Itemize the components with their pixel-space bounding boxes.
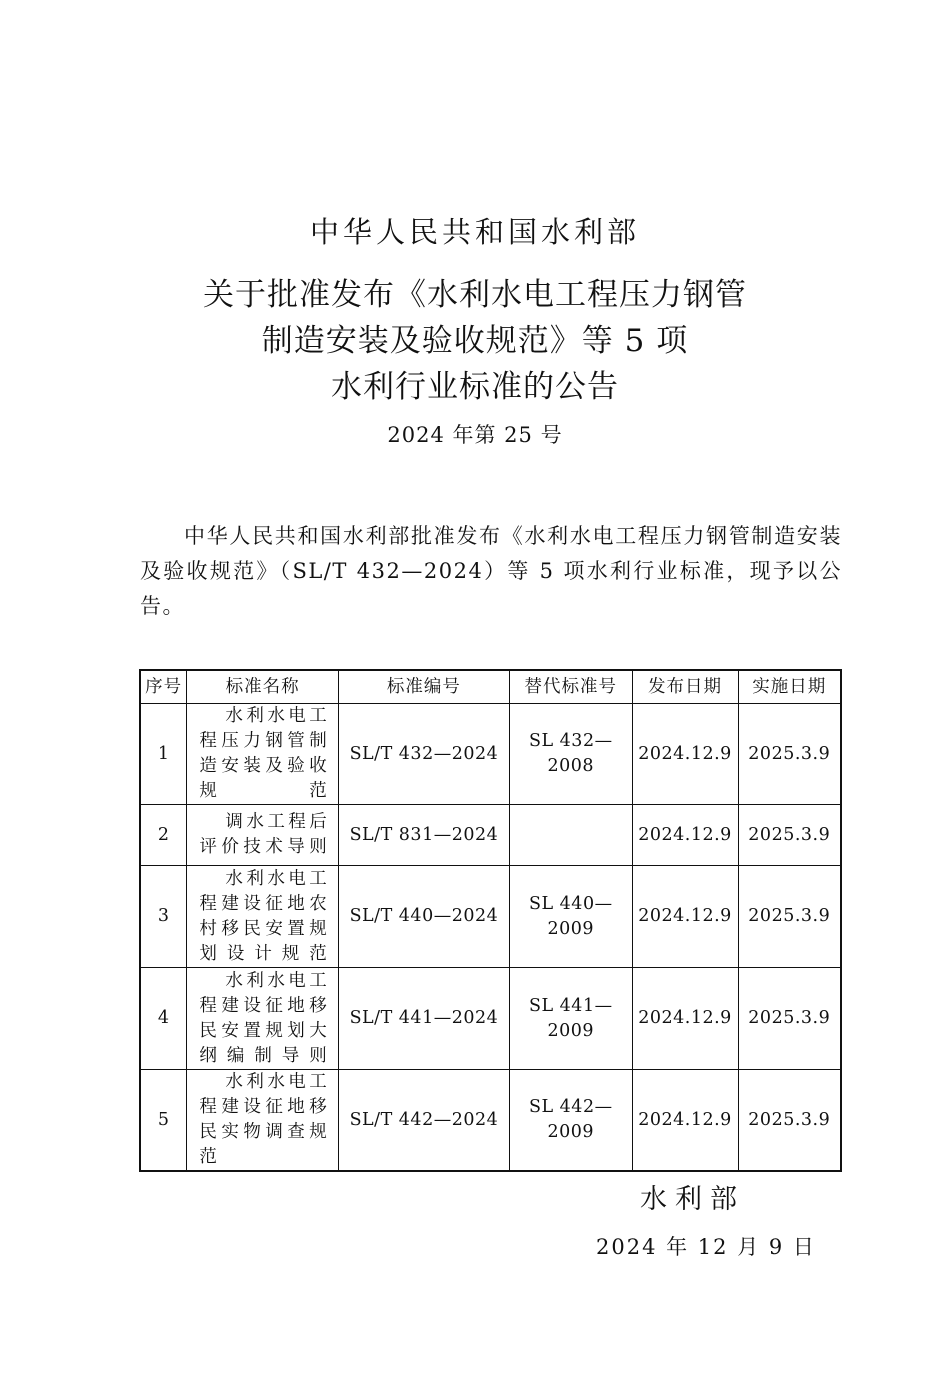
- header-seq: 序号: [140, 670, 187, 704]
- cell-code: SL/T 441—2024: [338, 968, 509, 1070]
- cell-publish-date: 2024.12.9: [632, 866, 738, 968]
- title-line: 制造安装及验收规范》等 5 项: [261, 323, 689, 359]
- cell-code: SL/T 831—2024: [338, 805, 509, 866]
- header-effective-date: 实施日期: [738, 670, 841, 704]
- cell-replaced: SL 442—2009: [510, 1070, 633, 1172]
- cell-seq: 4: [140, 968, 187, 1070]
- table-row: [140, 1070, 841, 1172]
- cell-seq: 1: [140, 704, 187, 805]
- table-header-row: [140, 670, 841, 704]
- header-code: 标准编号: [338, 670, 509, 704]
- cell-effective-date: 2025.3.9: [738, 968, 841, 1070]
- cell-name: 水利水电工程压力钢管制造安装及验收规范: [187, 704, 338, 805]
- cell-code: SL/T 440—2024: [338, 866, 509, 968]
- cell-code: SL/T 432—2024: [338, 704, 509, 805]
- table-row: [140, 866, 841, 968]
- cell-seq: 3: [140, 866, 187, 968]
- table-row: [140, 805, 841, 866]
- cell-seq: 5: [140, 1070, 187, 1172]
- cell-replaced: SL 432—2008: [510, 704, 633, 805]
- header-name: 标准名称: [187, 670, 338, 704]
- table-row: [140, 968, 841, 1070]
- cell-publish-date: 2024.12.9: [632, 968, 738, 1070]
- cell-effective-date: 2025.3.9: [738, 1070, 841, 1172]
- standards-table: [139, 669, 842, 1172]
- issuer: 中华人民共和国水利部: [309, 215, 640, 249]
- document-number: 2024 年第 25 号: [387, 423, 563, 447]
- body-paragraph: 中华人民共和国水利部批准发布《水利水电工程压力钢管制造安装及验收规范》（SL/T 432—2024）等 5 项水利行业标准，现予以公告。: [140, 524, 842, 618]
- cell-code: SL/T 442—2024: [338, 1070, 509, 1172]
- announcement-title: [0, 272, 950, 410]
- table-row: [140, 704, 841, 805]
- signature: 水利部: [640, 1184, 745, 1215]
- cell-replaced: [510, 805, 633, 866]
- cell-replaced: SL 440—2009: [510, 866, 633, 968]
- title-line: 关于批准发布《水利水电工程压力钢管: [203, 277, 747, 313]
- cell-name: 水利水电工程建设征地移民实物调查规范: [187, 1070, 338, 1172]
- cell-effective-date: 2025.3.9: [738, 704, 841, 805]
- cell-publish-date: 2024.12.9: [632, 704, 738, 805]
- cell-publish-date: 2024.12.9: [632, 1070, 738, 1172]
- issue-date: 2024 年 12 月 9 日: [596, 1235, 816, 1259]
- cell-effective-date: 2025.3.9: [738, 866, 841, 968]
- cell-name: 调水工程后评价技术导则: [187, 805, 338, 866]
- cell-seq: 2: [140, 805, 187, 866]
- header-replaced: 替代标准号: [510, 670, 633, 704]
- cell-name: 水利水电工程建设征地移民安置规划大纲编制导则: [187, 968, 338, 1070]
- cell-publish-date: 2024.12.9: [632, 805, 738, 866]
- header-publish-date: 发布日期: [632, 670, 738, 704]
- cell-replaced: SL 441—2009: [510, 968, 633, 1070]
- cell-effective-date: 2025.3.9: [738, 805, 841, 866]
- cell-name: 水利水电工程建设征地农村移民安置规划设计规范: [187, 866, 338, 968]
- title-line: 水利行业标准的公告: [331, 369, 619, 405]
